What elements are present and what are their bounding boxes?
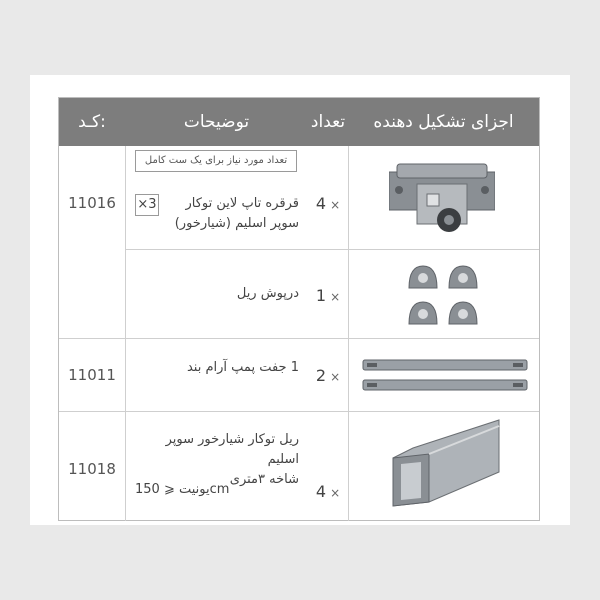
times-sign: × [330, 290, 341, 304]
row-description: درپوش ریل [236, 286, 299, 301]
top-roller-icon [389, 160, 495, 240]
row-quantity [308, 194, 348, 213]
divider [59, 411, 539, 412]
row-code: 11018 [68, 460, 116, 478]
quantity-value: 4 [315, 194, 327, 213]
times-sign: × [330, 198, 341, 212]
row-code: 11016 [68, 194, 116, 212]
header-parts: اجزای تشکیل دهنده [373, 112, 514, 132]
quantity-note: تعداد مورد نیاز برای یک ست کامل [135, 150, 297, 172]
times-sign: × [330, 486, 341, 500]
row-quantity [308, 482, 348, 501]
unit-label: یونیت ⩽ 150cm [135, 482, 230, 497]
row-code: 11011 [68, 366, 116, 384]
row-description: 1 جفت پمپ آرام بند [186, 360, 299, 375]
times-sign: × [330, 370, 341, 384]
header-description: توضیحات [183, 112, 250, 132]
table-header [59, 98, 539, 146]
description-line: سوپر اسلیم (شیارخور) [174, 216, 299, 231]
aluminum-rail-icon [389, 418, 505, 510]
header-quantity: تعداد [310, 112, 346, 132]
multiplier-box: ×3 [135, 194, 159, 216]
row-description [135, 430, 299, 490]
divider [348, 146, 349, 521]
parts-table [58, 97, 540, 521]
divider [125, 146, 126, 521]
quantity-value: 4 [315, 482, 327, 501]
divider [59, 338, 539, 339]
soft-close-pump-icon [361, 354, 529, 398]
row-description [163, 194, 299, 234]
description-line: شاخه ۳متری [229, 472, 299, 487]
row-quantity [308, 366, 348, 385]
description-line: قرقره تاپ لاین توکار [185, 196, 299, 211]
description-line: ریل توکار شیارخور سوپر اسلیم [165, 432, 299, 467]
rail-cap-icon [405, 258, 485, 330]
divider [125, 249, 539, 250]
quantity-value: 1 [315, 286, 327, 305]
quantity-value: 2 [315, 366, 327, 385]
header-code: کـد: [78, 112, 106, 132]
page-background [0, 0, 600, 75]
row-quantity [308, 286, 348, 305]
